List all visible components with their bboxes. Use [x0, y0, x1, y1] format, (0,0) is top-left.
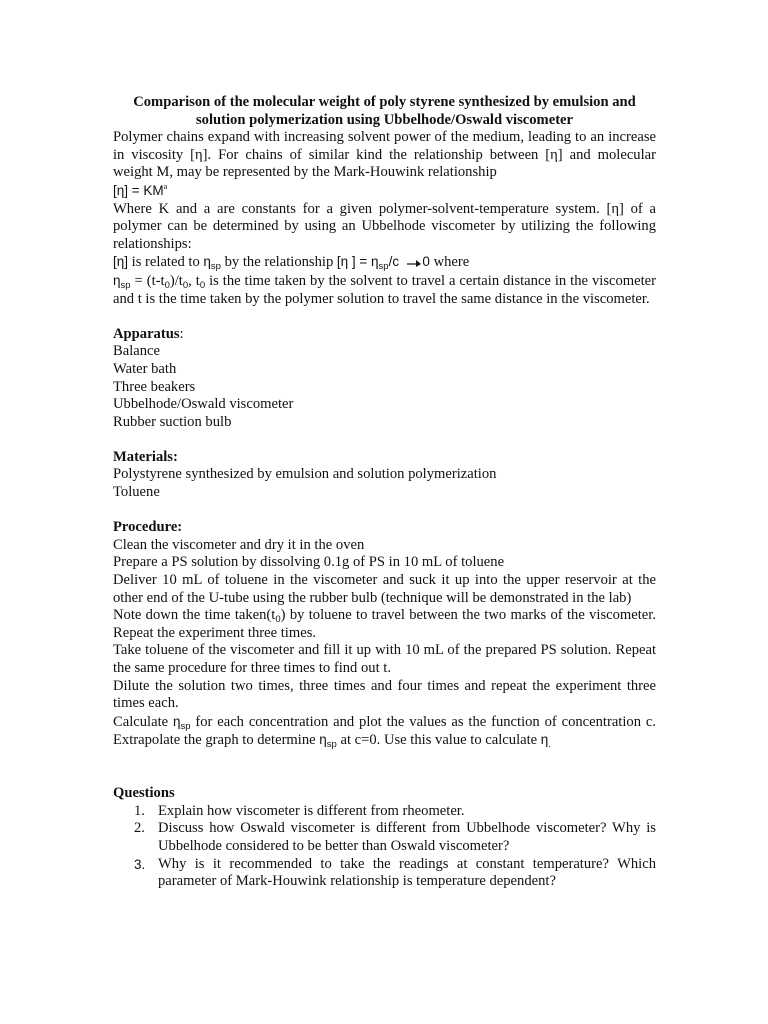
materials-heading: Materials:	[113, 448, 178, 465]
procedure-step: Clean the viscometer and dry it in the oven	[113, 536, 365, 553]
procedure-step: Note down the time $taken(t_0)$ by toluene to travel between the two marks of the viscometer. Repeat the experiment three times.	[113, 607, 656, 641]
question-text: Why is it recommended to take the readings at constant temperature? Which parameter of Mark-Houwink relationship is temperature dependent?	[158, 855, 656, 890]
title-line-1: Comparison of the molecular weight of poly styrene synthesized by emulsion and	[133, 94, 636, 110]
title-line-2: solution polymerization using Ubbelhode/Oswald viscometer	[195, 111, 574, 128]
list-item: Three beakers	[113, 378, 196, 395]
question-number: 3.	[134, 856, 146, 872]
apparatus-heading: Apparatus:	[113, 325, 184, 342]
intro-paragraph: Polymer chains expand with increasing solvent power of the medium, leading to an increase in viscosity [η]. For chains of similar kind the relationship between [η] and molecular weight M, may be represented by the Mark-Houwink relationship	[113, 129, 656, 181]
procedure-step: Calculate $\eta_{sp}$ for each concentration and plot the values as the function of concentration c. Extrapolate the graph to determine $\eta_{sp}$ at c=0. Use this value to calculate $\eta_.$	[113, 713, 656, 751]
apparatus-list	[113, 343, 656, 431]
question-number: 2.	[134, 820, 145, 837]
list-item: Balance	[113, 343, 160, 360]
document-body	[113, 94, 656, 891]
questions-list	[113, 803, 656, 891]
materials-list	[113, 466, 656, 501]
arrow-icon	[406, 258, 422, 268]
list-item: Ubbelhode/Oswald viscometer	[113, 396, 294, 413]
question-item	[113, 820, 656, 855]
procedure-step: Dilute the solution two times, three times and four times and repeat the experiment three times each.	[113, 677, 656, 712]
procedure-step: Take toluene of the viscometer and fill it up with 10 mL of the prepared PS solution. Repeat the same procedure for three times to find out t.	[113, 642, 656, 676]
document-title	[113, 94, 656, 129]
procedure-step: Prepare a PS solution by dissolving 0.1g of PS in 10 mL of toluene	[113, 554, 505, 571]
list-item: Polystyrene synthesized by emulsion and solution polymerization	[113, 466, 497, 483]
list-item: Water bath	[113, 360, 177, 377]
mark-houwink-equation: $[\eta] = KM^a$	[113, 181, 168, 198]
eta-sp-definition: $\eta_{sp} = (t-t_0)/t_0$, $t_0$ is the time taken by the solvent to travel a certain distance in the viscometer and t is the time taken by the polymer solution to travel the same distance in the viscometer.	[113, 272, 657, 307]
question-text: Discuss how Oswald viscometer is different from Ubbelhode viscometer? Why is Ubbelhode considered to be better than Oswald viscometer?	[158, 820, 656, 854]
procedure-step: Deliver 10 mL of toluene in the viscometer and suck it up into the upper reservoir at the other end of the U-tube using the rubber bulb (technique will be demonstrated in the lab)	[113, 572, 656, 606]
list-item: Rubber suction bulb	[113, 413, 232, 430]
questions-heading: Questions	[113, 785, 175, 802]
constants-paragraph: Where K and a are constants for a given polymer-solvent-temperature system. [η] of a polymer can be determined by using an Ubbelhode viscometer by utilizing the following relationships:	[113, 200, 656, 252]
question-item	[113, 803, 656, 821]
procedure-heading: Procedure:	[113, 519, 183, 536]
question-item	[113, 856, 656, 891]
relationship-line: [η] is related to $\eta_{sp}$ by the relationship [η ] = $\eta_{sp}/c$ 0 where	[113, 254, 470, 273]
question-number: 1.	[134, 802, 145, 819]
list-item: Toluene	[113, 484, 160, 501]
question-text: Explain how viscometer is different from rheometer.	[158, 802, 465, 819]
